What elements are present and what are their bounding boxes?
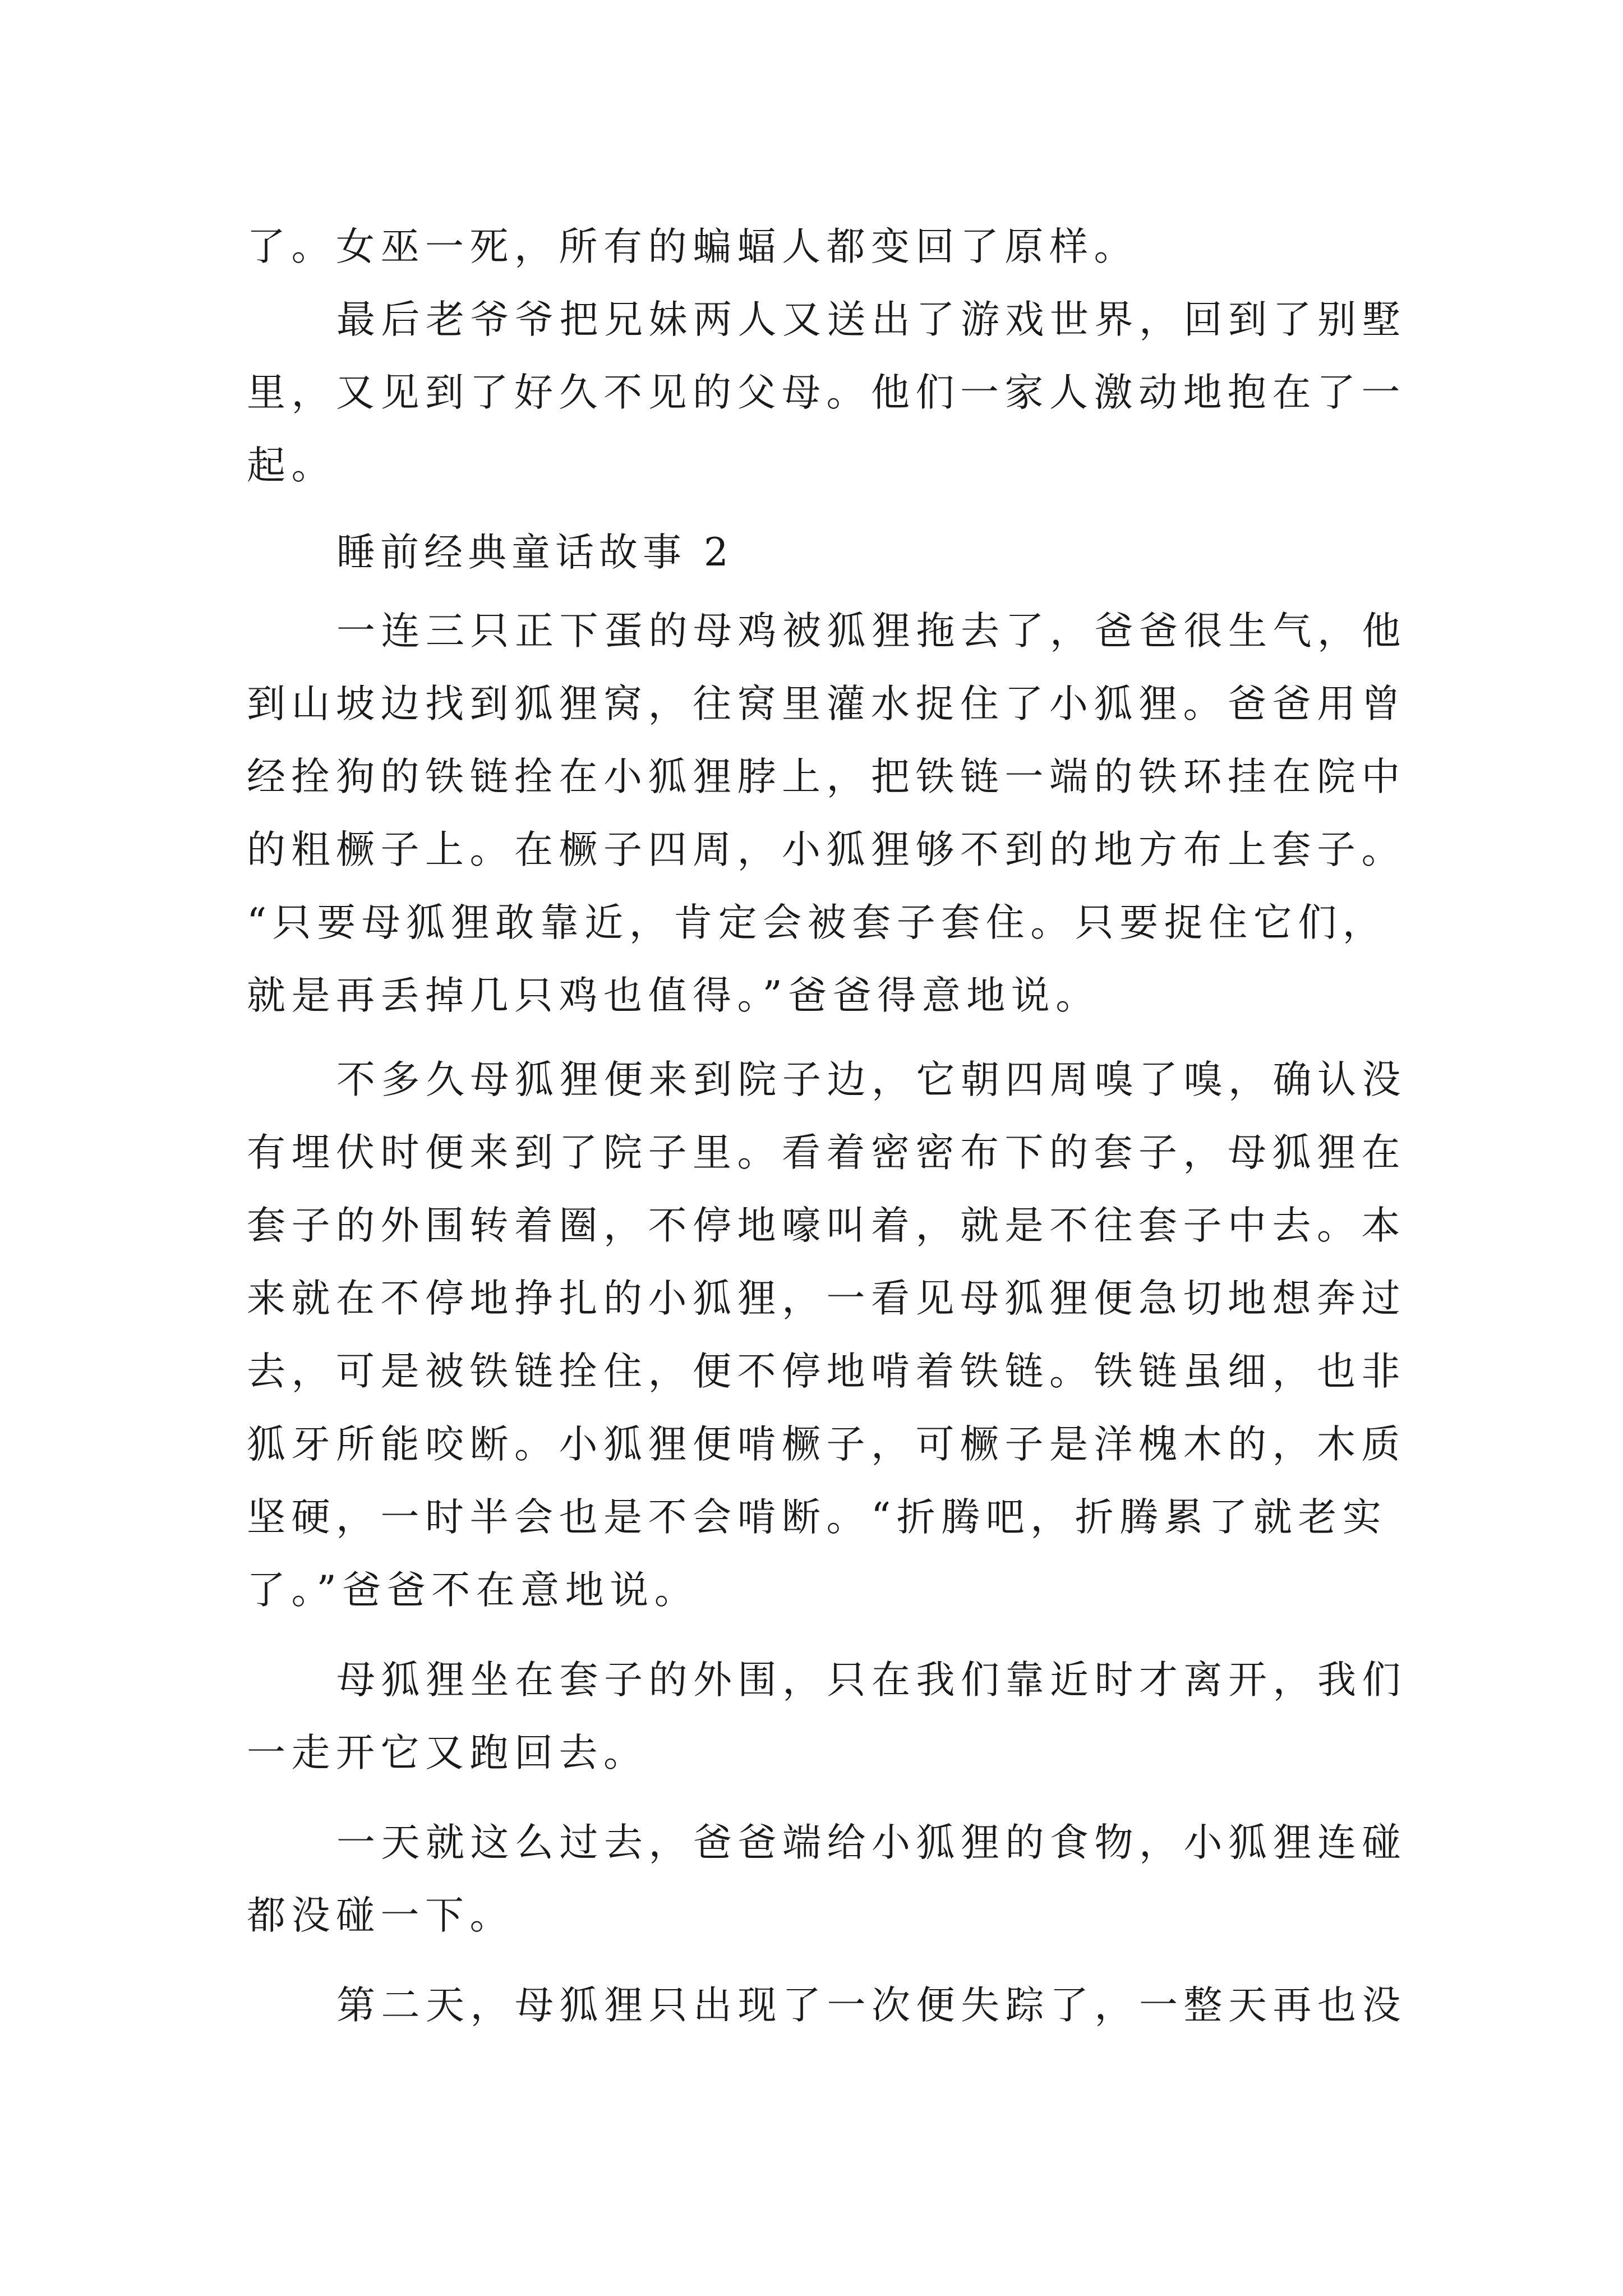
text-line: 去，可是被铁链拴住，便不停地啃着铁链。铁链虽细，也非 xyxy=(247,1349,1406,1394)
text-line: 了。”爸爸不在意地说。 xyxy=(247,1568,699,1613)
text-line: 一走开它又跑回去。 xyxy=(247,1731,648,1775)
text-line: 一天就这么过去，爸爸端给小狐狸的食物，小狐狸连碰 xyxy=(336,1820,1407,1865)
text-line: 就是再丢掉几只鸡也值得。”爸爸得意地说。 xyxy=(247,973,1100,1018)
text-line: 都没碰一下。 xyxy=(247,1893,514,1938)
text-line: 狐牙所能咬断。小狐狸便啃橛子，可橛子是洋槐木的，木质 xyxy=(247,1422,1406,1467)
text-line: 到山坡边找到狐狸窝，往窝里灌水捉住了小狐狸。爸爸用曾 xyxy=(247,682,1406,726)
text-line: 有埋伏时便来到了院子里。看着密密布下的套子，母狐狸在 xyxy=(247,1130,1406,1175)
text-line: “只要母狐狸敢靠近，肯定会被套子套住。只要捉住它们， xyxy=(247,900,1387,945)
text-line: 里，又见到了好久不见的父母。他们一家人激动地抱在了一 xyxy=(247,370,1406,415)
text-line: 来就在不停地挣扎的小狐狸，一看见母狐狸便急切地想奔过 xyxy=(247,1276,1406,1321)
text-line: 一连三只正下蛋的母鸡被狐狸拖去了，爸爸很生气，他 xyxy=(336,609,1407,654)
text-line: 了。女巫一死，所有的蝙蝠人都变回了原样。 xyxy=(247,224,1138,269)
section-heading: 睡前经典童话故事 2 xyxy=(336,530,734,575)
text-line: 的粗橛子上。在橛子四周，小狐狸够不到的地方布上套子。 xyxy=(247,827,1406,872)
text-line: 起。 xyxy=(247,443,336,488)
text-line: 母狐狸坐在套子的外围，只在我们靠近时才离开，我们 xyxy=(336,1658,1407,1703)
text-line: 最后老爷爷把兄妹两人又送出了游戏世界，回到了别墅 xyxy=(336,297,1407,342)
text-line: 第二天，母狐狸只出现了一次便失踪了，一整天再也没 xyxy=(336,1983,1407,2028)
text-line: 不多久母狐狸便来到院子边，它朝四周嗅了嗅，确认没 xyxy=(336,1057,1407,1102)
text-line: 套子的外围转着圈，不停地嚎叫着，就是不往套子中去。本 xyxy=(247,1203,1406,1248)
text-line: 经拴狗的铁链拴在小狐狸脖上，把铁链一端的铁环挂在院中 xyxy=(247,754,1406,799)
text-line: 坚硬，一时半会也是不会啃断。“折腾吧，折腾累了就老实 xyxy=(247,1495,1387,1540)
